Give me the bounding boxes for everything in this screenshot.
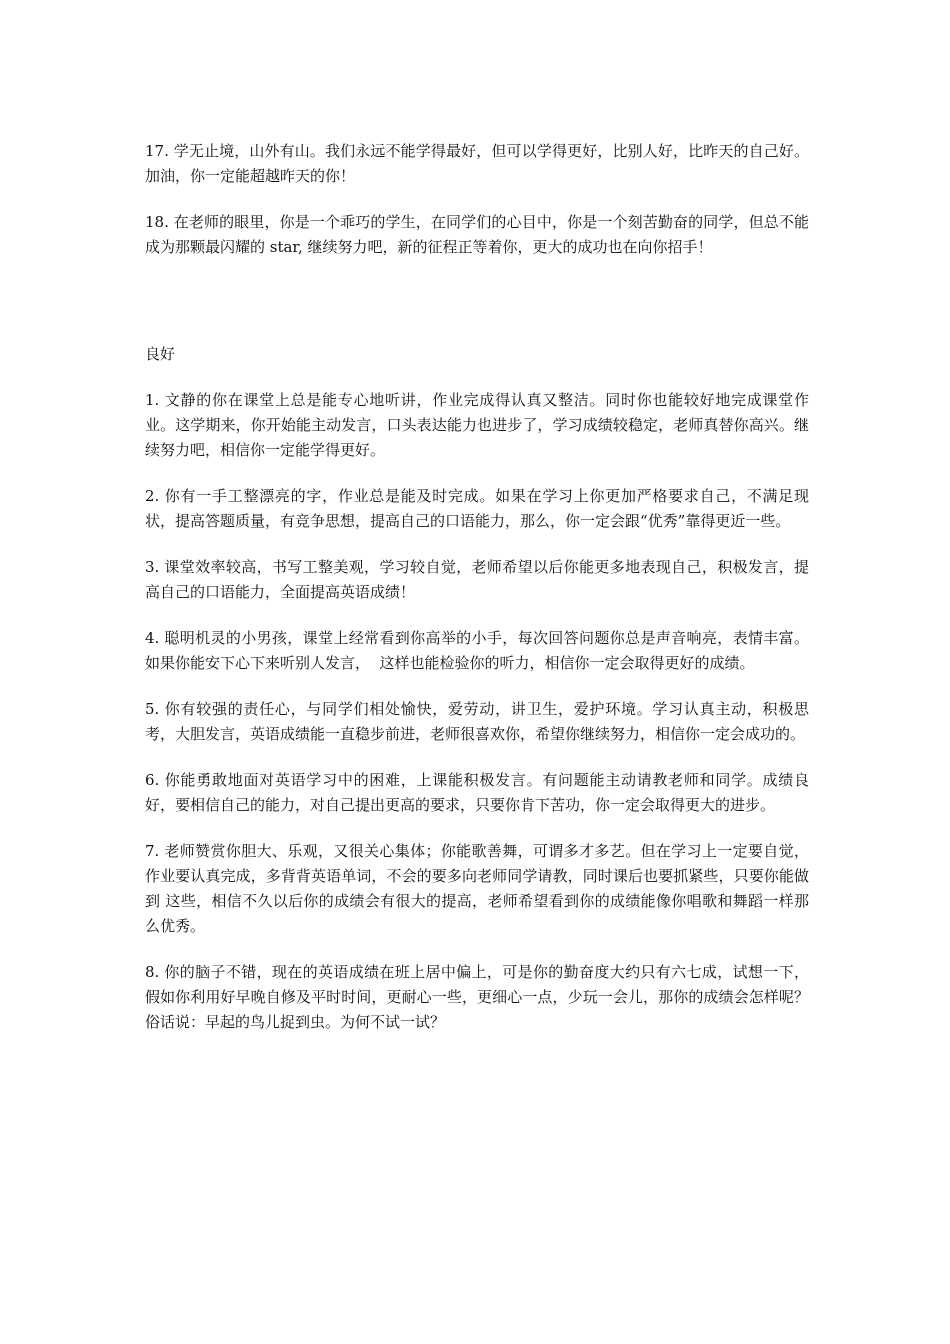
paragraph-5: 5. 你有较强的责任心，与同学们相处愉快，爱劳动，讲卫生，爱护环境。学习认真主动，积极思考，大胆发言，英语成绩能一直稳步前进，老师很喜欢你，希望你继续努力，相信你一定会成功的。 xyxy=(145,700,809,743)
paragraph-6: 6. 你能勇敢地面对英语学习中的困难，上课能积极发言。有问题能主动请教老师和同学。成绩良好，要相信自己的能力，对自己提出更高的要求，只要你肯下苦功，你一定会取得更大的进步。 xyxy=(145,771,809,814)
paragraph-7: 7. 老师赞赏你胆大、乐观，又很关心集体；你能歌善舞，可谓多才多艺。但在学习上一定要自觉，作业要认真完成，多背背英语单词，不会的要多向老师同学请教，同时课后也要抓紧些，只要你能做到 这些，相信不久以后你的成绩会有很大的提高，老师希望看到你的成绩能像你唱歌和舞蹈一样那么优秀。 xyxy=(145,842,809,935)
paragraph-4: 4. 聪明机灵的小男孩，课堂上经常看到你高举的小手，每次回答问题你总是声音响亮，表情丰富。如果你能安下心下来听别人发言， 这样也能检验你的听力，相信你一定会取得更好的成绩。 xyxy=(145,629,809,672)
paragraph-2: 2. 你有一手工整漂亮的字，作业总是能及时完成。如果在学习上你更加严格要求自己，不满足现状，提高答题质量，有竞争思想，提高自己的口语能力，那么，你一定会跟“优秀”靠得更近一些。 xyxy=(145,487,809,530)
paragraph-3: 3. 课堂效率较高，书写工整美观，学习较自觉，老师希望以后你能更多地表现自己，积极发言，提高自己的口语能力，全面提高英语成绩！ xyxy=(145,558,809,601)
document-body xyxy=(145,139,809,1056)
paragraph-17: 17. 学无止境，山外有山。我们永远不能学得最好，但可以学得更好，比别人好，比昨天的自己好。加油，你一定能超越昨天的你！ xyxy=(145,142,809,185)
section-spacer xyxy=(145,281,809,342)
section-heading: 良好 xyxy=(145,345,176,363)
paragraph-1: 1. 文静的你在课堂上总是能专心地听讲，作业完成得认真又整洁。同时你也能较好地完成课堂作业。这学期来，你开始能主动发言，口头表达能力也进步了，学习成绩较稳定，老师真替你高兴。继续努力吧，相信你一定能学得更好。 xyxy=(145,391,809,459)
paragraph-8: 8. 你的脑子不错，现在的英语成绩在班上居中偏上，可是你的勤奋度大约只有六七成，试想一下，假如你利用好早晚自修及平时时间，更耐心一些，更细心一点，少玩一会儿，那你的成绩会怎样呢？俗话说：早起的鸟儿捉到虫。为何不试一试？ xyxy=(145,963,809,1031)
paragraph-18: 18. 在老师的眼里，你是一个乖巧的学生，在同学们的心目中，你是一个刻苦勤奋的同学，但总不能成为那颗最闪耀的 star, 继续努力吧，新的征程正等着你，更大的成功也在向你招手！ xyxy=(145,213,809,256)
